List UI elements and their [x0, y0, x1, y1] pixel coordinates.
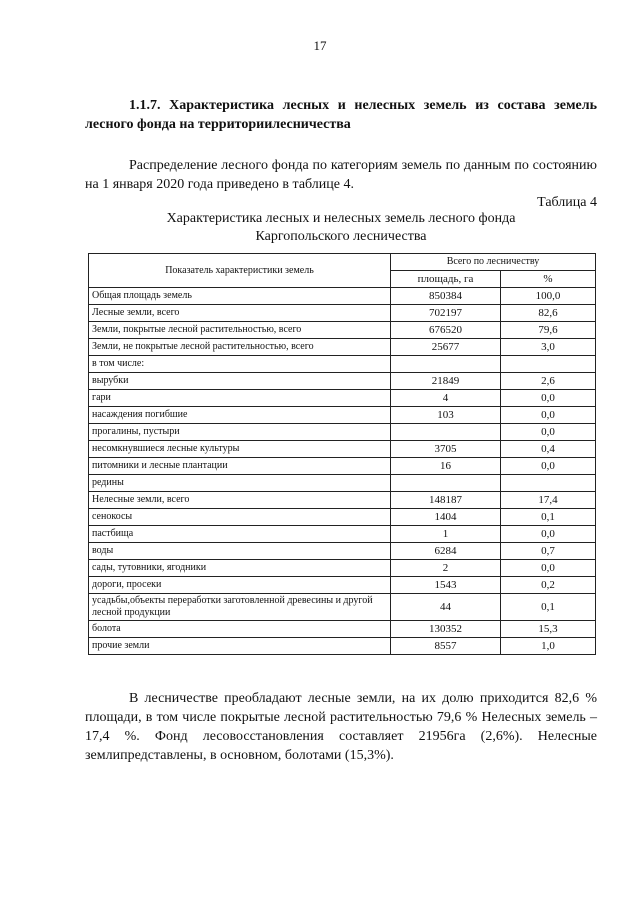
row-area: 44 [391, 594, 501, 621]
row-percent: 0,0 [501, 390, 596, 407]
row-name: пастбища [89, 526, 391, 543]
row-area: 3705 [391, 441, 501, 458]
header-percent: % [501, 271, 596, 288]
row-percent: 0,1 [501, 509, 596, 526]
row-area: 4 [391, 390, 501, 407]
header-indicator: Показатель характеристики земель [89, 254, 391, 288]
table-row [89, 543, 596, 560]
row-name: болота [89, 621, 391, 638]
row-name: воды [89, 543, 391, 560]
row-area: 130352 [391, 621, 501, 638]
header-total: Всего по лесничеству [391, 254, 596, 271]
row-name: Нелесные земли, всего [89, 492, 391, 509]
row-area [391, 475, 501, 492]
row-name: Общая площадь земель [89, 288, 391, 305]
row-area: 21849 [391, 373, 501, 390]
row-name: вырубки [89, 373, 391, 390]
row-percent [501, 475, 596, 492]
header-area: площадь, га [391, 271, 501, 288]
row-area: 1 [391, 526, 501, 543]
row-area: 148187 [391, 492, 501, 509]
row-name: сады, тутовники, ягодники [89, 560, 391, 577]
row-area: 6284 [391, 543, 501, 560]
table-row [89, 407, 596, 424]
row-name: в том числе: [89, 356, 391, 373]
table-row [89, 305, 596, 322]
row-area: 25677 [391, 339, 501, 356]
table-row [89, 594, 596, 621]
row-percent: 0,0 [501, 407, 596, 424]
table-title [85, 210, 597, 246]
row-name: прогалины, пустыри [89, 424, 391, 441]
table-title-line1: Характеристика лесных и нелесных земель лесного фонда [166, 211, 516, 226]
row-percent: 0,2 [501, 577, 596, 594]
row-area [391, 424, 501, 441]
row-name: несомкнувшиеся лесные культуры [89, 441, 391, 458]
table-row [89, 356, 596, 373]
intro-paragraph: Распределение лесного фонда по категориям земель по данным по состоянию на 1 января 2020 года приведено в таблице 4. [85, 158, 597, 192]
row-name: Земли, покрытые лесной растительностью, всего [89, 322, 391, 339]
table-row [89, 441, 596, 458]
row-percent: 2,6 [501, 373, 596, 390]
row-area [391, 356, 501, 373]
row-area: 1543 [391, 577, 501, 594]
table-row [89, 509, 596, 526]
row-area: 16 [391, 458, 501, 475]
row-area: 850384 [391, 288, 501, 305]
table-row [89, 373, 596, 390]
table-row [89, 322, 596, 339]
row-area: 8557 [391, 638, 501, 655]
row-percent: 0,1 [501, 594, 596, 621]
table-row [89, 424, 596, 441]
table-row [89, 390, 596, 407]
row-area: 2 [391, 560, 501, 577]
row-name: прочие земли [89, 638, 391, 655]
row-area: 676520 [391, 322, 501, 339]
conclusion-paragraph: В лесничестве преобладают лесные земли, на их долю приходится 82,6 % площади, в том числе покрытые лесной растительностью 79,6 % Нелесных земель – 17,4 %. Фонд лесовосстановления составляет 21956га (2,6%). Нелесные землипредставлены, в основном, болотами (15,3%). [85, 691, 597, 763]
table-body [89, 288, 596, 655]
page-number: 17 [313, 38, 327, 53]
section-heading: 1.1.7. Характеристика лесных и нелесных земель из состава земель лесного фонда на территориилесничества [85, 98, 597, 132]
table-row [89, 339, 596, 356]
row-percent: 15,3 [501, 621, 596, 638]
table-row [89, 288, 596, 305]
row-name: питомники и лесные плантации [89, 458, 391, 475]
row-name: насаждения погибшие [89, 407, 391, 424]
row-name: гари [89, 390, 391, 407]
row-name: дороги, просеки [89, 577, 391, 594]
row-area: 702197 [391, 305, 501, 322]
row-percent: 17,4 [501, 492, 596, 509]
table-row [89, 458, 596, 475]
row-percent: 100,0 [501, 288, 596, 305]
row-percent: 0,0 [501, 458, 596, 475]
table-label: Таблица 4 [537, 195, 597, 210]
table-row [89, 560, 596, 577]
row-percent: 0,0 [501, 424, 596, 441]
row-percent [501, 356, 596, 373]
row-area: 103 [391, 407, 501, 424]
land-characteristics-table [88, 253, 596, 655]
row-percent: 3,0 [501, 339, 596, 356]
row-percent: 79,6 [501, 322, 596, 339]
row-percent: 82,6 [501, 305, 596, 322]
row-percent: 1,0 [501, 638, 596, 655]
table-row [89, 621, 596, 638]
row-percent: 0,0 [501, 526, 596, 543]
table-row [89, 638, 596, 655]
row-percent: 0,4 [501, 441, 596, 458]
row-name: усадьбы,объекты переработки заготовленной древесины и другой лесной продукции [89, 594, 391, 621]
table-row [89, 577, 596, 594]
row-percent: 0,0 [501, 560, 596, 577]
row-name: редины [89, 475, 391, 492]
row-name: Земли, не покрытые лесной растительностью, всего [89, 339, 391, 356]
row-percent: 0,7 [501, 543, 596, 560]
row-area: 1404 [391, 509, 501, 526]
table-row [89, 492, 596, 509]
table-title-line2: Каргопольского лесничества [255, 229, 427, 244]
row-name: сенокосы [89, 509, 391, 526]
table-row [89, 526, 596, 543]
row-name: Лесные земли, всего [89, 305, 391, 322]
table-row [89, 475, 596, 492]
